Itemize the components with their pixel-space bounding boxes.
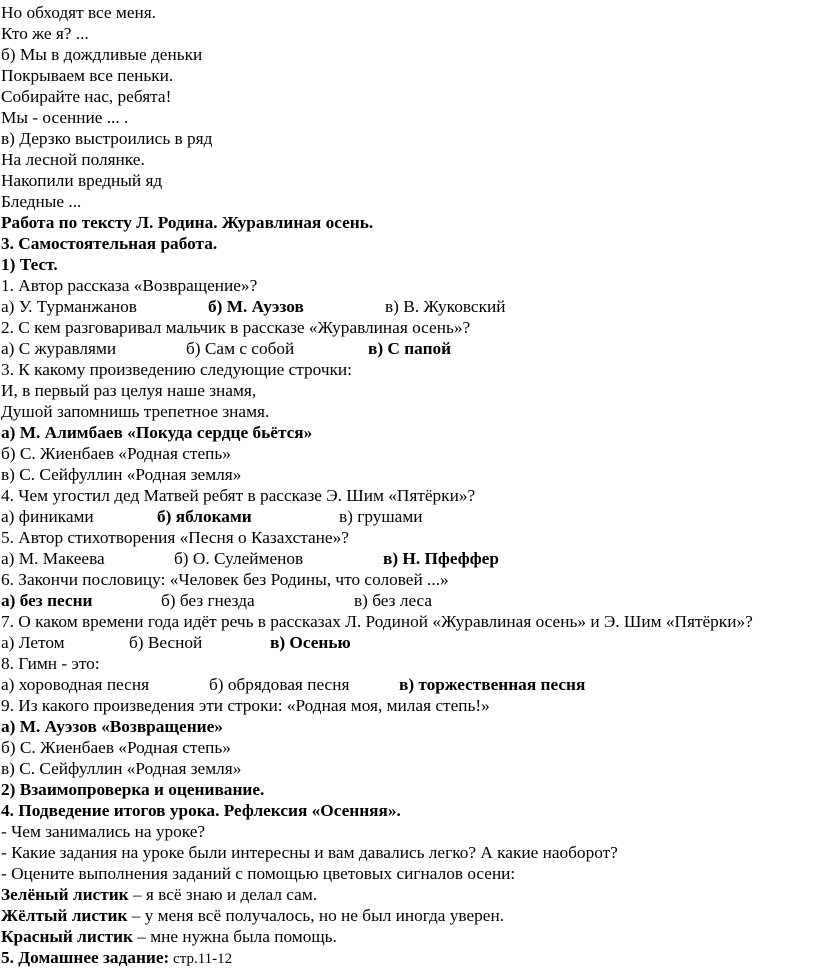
- question-3-verse-1: И, в первый раз целуя наше знамя,: [1, 381, 257, 400]
- text-work-heading: Работа по тексту Л. Родина. Журавлиная осень.: [1, 213, 374, 232]
- peer-check-heading: 2) Взаимопроверка и оценивание.: [1, 780, 265, 799]
- signal-yellow-label: Жёлтый листик: [1, 906, 128, 925]
- question-4: 4. Чем угостил дед Матвей ребят в рассказе Э. Шим «Пятёрки»?: [1, 486, 476, 505]
- question-5-options: [1, 548, 801, 569]
- q3-option-a-correct: а) М. Алимбаев «Покуда сердце бьётся»: [1, 423, 313, 442]
- q8-option-a: а) хороводная песня: [1, 675, 150, 694]
- question-1-options: [1, 296, 801, 317]
- riddle-a-line-1: Но обходят все меня.: [1, 3, 157, 22]
- riddle-c-line-2: На лесной полянке.: [1, 150, 145, 169]
- riddle-b-line-2: Покрываем все пеньки.: [1, 66, 174, 85]
- q7-option-a: а) Летом: [1, 633, 65, 652]
- question-6-options: [1, 590, 801, 611]
- q6-option-a-correct: а) без песни: [1, 591, 93, 610]
- q5-option-c-correct: в) Н. Пфеффер: [383, 549, 499, 568]
- question-1: 1. Автор рассказа «Возвращение»?: [1, 276, 258, 295]
- question-6: 6. Закончи пословицу: «Человек без Родины, что соловей ...»: [1, 570, 449, 589]
- signal-red-text: – мне нужна была помощь.: [132, 927, 337, 946]
- q1-option-c: в) В. Жуковский: [385, 297, 506, 316]
- q2-option-b: б) Сам с собой: [186, 339, 295, 358]
- riddle-a-line-2: Кто же я? ...: [1, 24, 89, 43]
- riddle-b-line-1: б) Мы в дождливые деньки: [1, 45, 203, 64]
- signal-green-text: – я всё знаю и делал сам.: [128, 885, 318, 904]
- q4-option-b-correct: б) яблоками: [157, 507, 252, 526]
- q3-option-c: в) С. Сейфуллин «Родная земля»: [1, 465, 242, 484]
- q1-option-a: а) У. Турманжанов: [1, 297, 137, 316]
- signal-red: [1, 926, 337, 947]
- reflection-question-1: - Чем занимались на уроке?: [1, 822, 206, 841]
- question-7: 7. О каком времени года идёт речь в рассказах Л. Родиной «Журавлиная осень» и Э. Шим «Пятёрки»?: [1, 612, 753, 631]
- reflection-question-3: - Оцените выполнения заданий с помощью цветовых сигналов осени:: [1, 864, 516, 883]
- question-8: 8. Гимн - это:: [1, 654, 100, 673]
- homework-label: 5. Домашнее задание:: [1, 948, 170, 967]
- q4-option-a: а) финиками: [1, 507, 94, 526]
- question-2: 2. С кем разговаривал мальчик в рассказе «Журавлиная осень»?: [1, 318, 471, 337]
- q9-option-a-correct: а) М. Ауэзов «Возвращение»: [1, 717, 223, 736]
- q2-option-a: а) С журавлями: [1, 339, 117, 358]
- test-heading: 1) Тест.: [1, 255, 58, 274]
- question-9: 9. Из какого произведения эти строки: «Родная моя, милая степь!»: [1, 696, 490, 715]
- q6-option-b: б) без гнезда: [161, 591, 255, 610]
- question-4-options: [1, 506, 801, 527]
- homework-pages: стр.11-12: [169, 951, 233, 967]
- question-7-options: [1, 632, 801, 653]
- q4-option-c: в) грушами: [339, 507, 423, 526]
- q5-option-a: а) М. Макеева: [1, 549, 105, 568]
- riddle-c-line-1: в) Дерзко выстроились в ряд: [1, 129, 213, 148]
- signal-green-label: Зелёный листик: [1, 885, 129, 904]
- question-3-verse-2: Душой запомнишь трепетное знамя.: [1, 402, 270, 421]
- q8-option-b: б) обрядовая песня: [209, 675, 350, 694]
- question-5: 5. Автор стихотворения «Песня о Казахстане»?: [1, 528, 349, 547]
- section-3-heading: 3. Самостоятельная работа.: [1, 234, 218, 253]
- q7-option-c-correct: в) Осенью: [270, 633, 351, 652]
- signal-red-label: Красный листик: [1, 927, 133, 946]
- q5-option-b: б) О. Сулейменов: [174, 549, 304, 568]
- q3-option-b: б) С. Жиенбаев «Родная степь»: [1, 444, 231, 463]
- riddle-b-line-3: Собирайте нас, ребята!: [1, 87, 172, 106]
- homework: [1, 947, 232, 968]
- riddle-c-line-4: Бледные ...: [1, 192, 82, 211]
- q9-option-c: в) С. Сейфуллин «Родная земля»: [1, 759, 242, 778]
- q6-option-c: в) без леса: [354, 591, 433, 610]
- signal-green: [1, 884, 317, 905]
- q7-option-b: б) Весной: [129, 633, 203, 652]
- q1-option-b-correct: б) М. Ауэзов: [208, 297, 304, 316]
- question-3: 3. К какому произведению следующие строчки:: [1, 360, 352, 379]
- q9-option-b: б) С. Жиенбаев «Родная степь»: [1, 738, 231, 757]
- riddle-b-line-4: Мы - осенние ... .: [1, 108, 129, 127]
- question-8-options: [1, 674, 801, 695]
- q8-option-c-correct: в) торжественная песня: [399, 675, 586, 694]
- reflection-question-2: - Какие задания на уроке были интересны и вам давались легко? А какие наоборот?: [1, 843, 618, 862]
- signal-yellow-text: – у меня всё получалось, но не был иногда уверен.: [127, 906, 505, 925]
- section-4-heading: 4. Подведение итогов урока. Рефлексия «Осенняя».: [1, 801, 401, 820]
- signal-yellow: [1, 905, 504, 926]
- riddle-c-line-3: Накопили вредный яд: [1, 171, 163, 190]
- q2-option-c-correct: в) С папой: [368, 339, 452, 358]
- question-2-options: [1, 338, 801, 359]
